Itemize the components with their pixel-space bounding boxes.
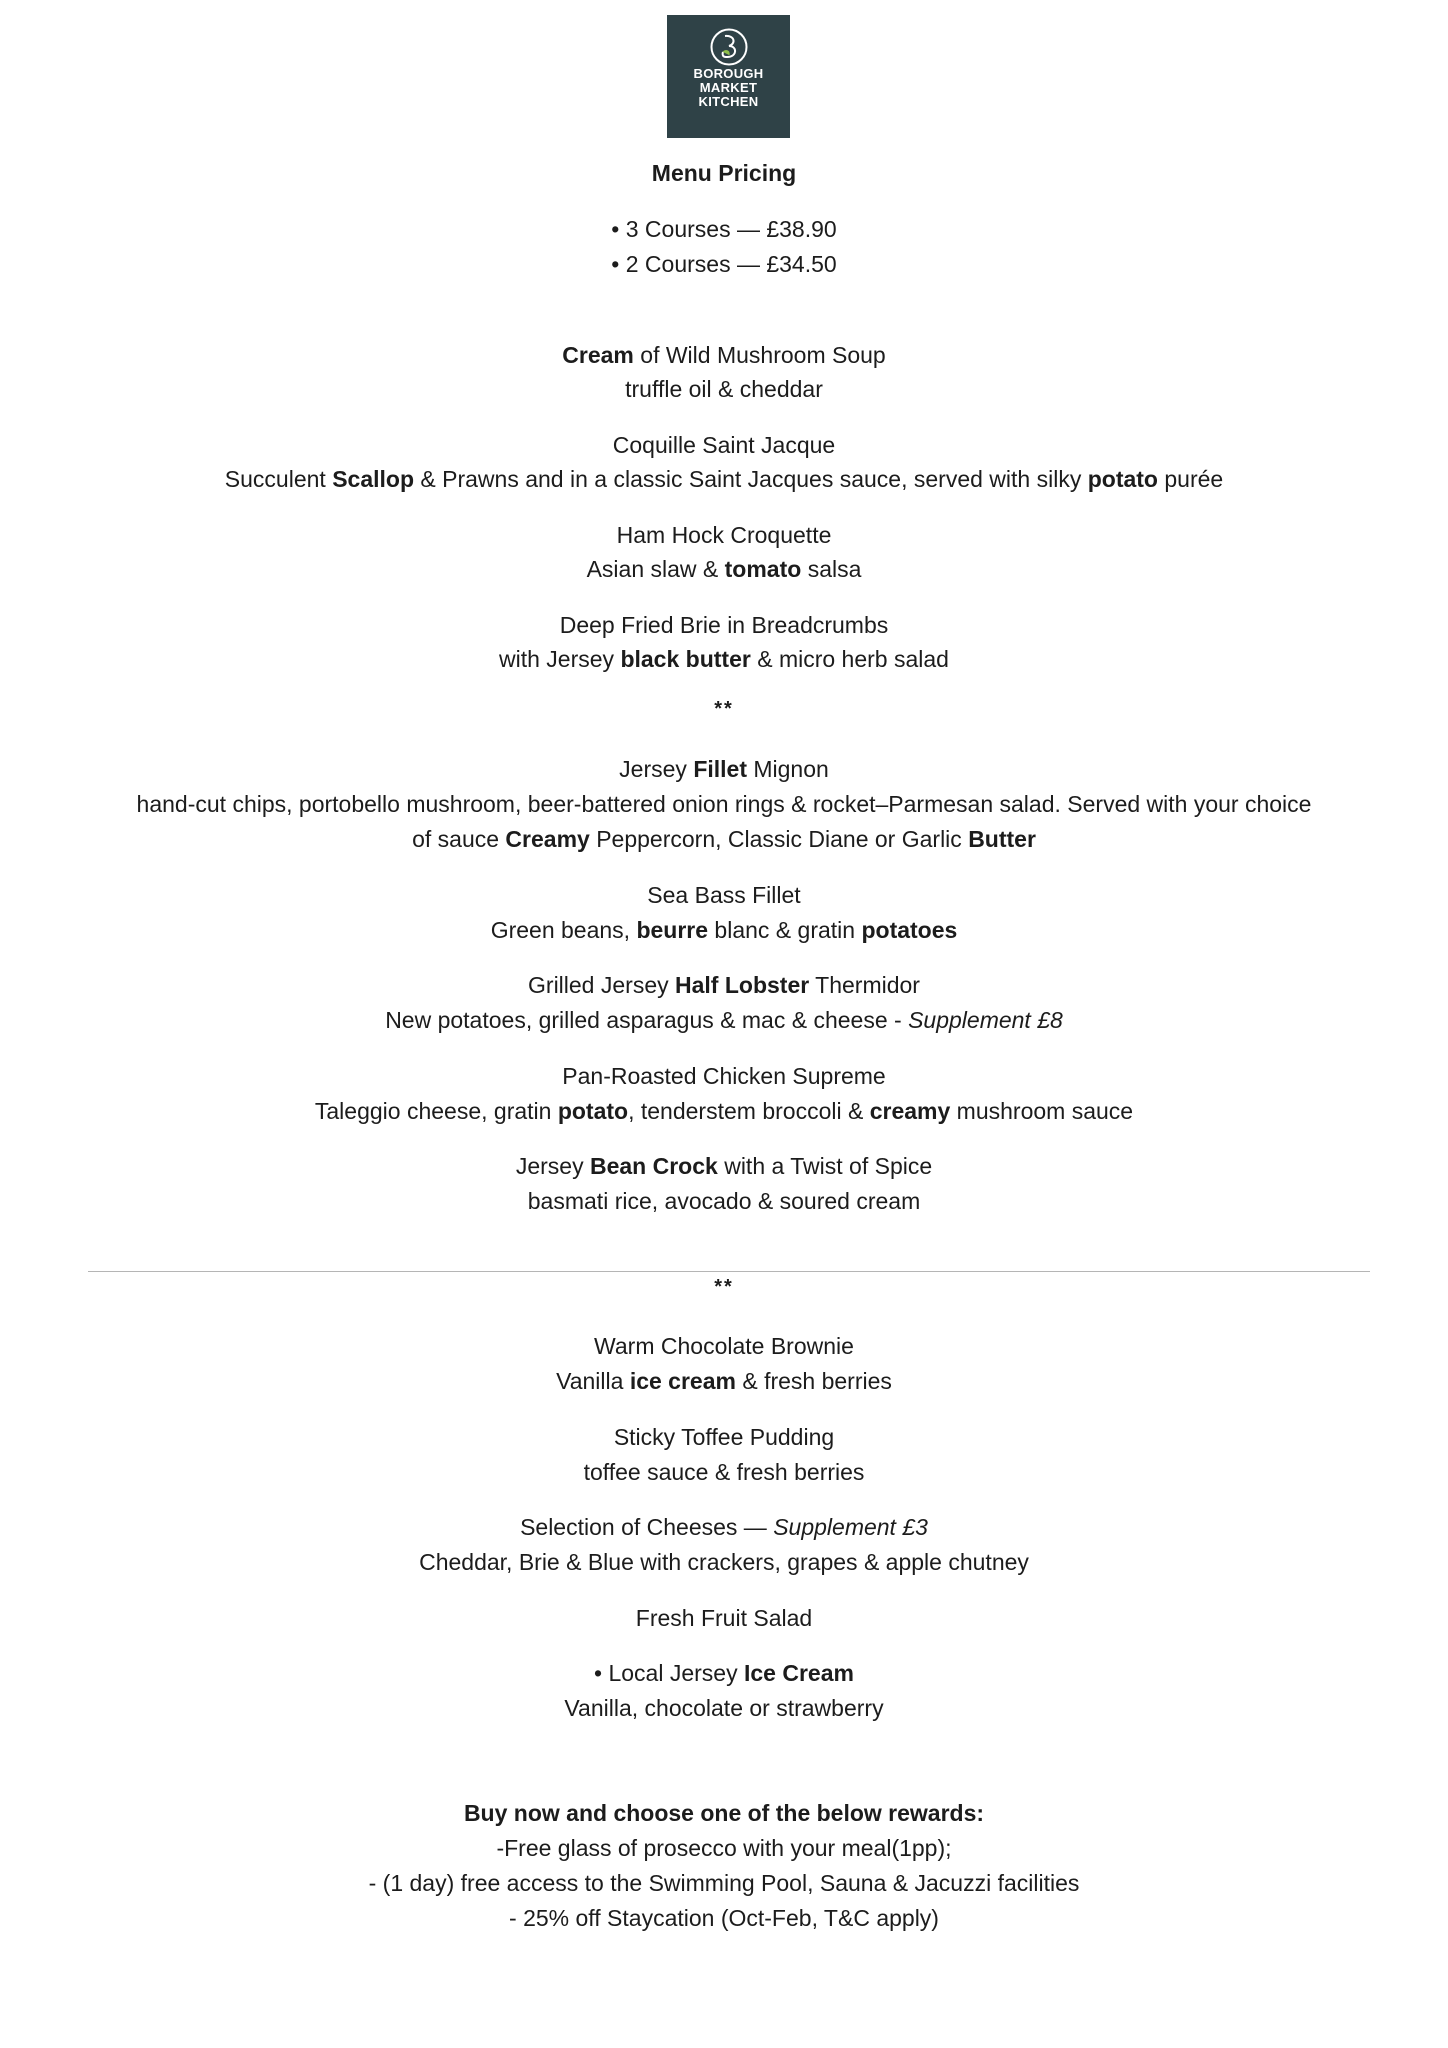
logo-line-2: MARKET [699,80,758,95]
starter-1-desc [0,374,1448,404]
text-segment: Jersey [515,1153,590,1179]
dessert-5-title [0,1658,1448,1688]
text-segment: Fresh Fruit Salad [635,1605,813,1631]
main-4-title [0,1061,1448,1091]
pricing-2-courses: • 2 Courses — £34.50 [611,251,837,277]
text-segment: with a Twist of Spice [717,1153,933,1179]
emphasis-bold: Bean Crock [589,1153,718,1179]
text-segment: Sticky Toffee Pudding [613,1424,835,1450]
text-segment: Selection of Cheeses — [520,1514,774,1540]
text-segment: of sauce [412,826,506,852]
main-1-desc [0,789,1448,819]
text-segment: & fresh berries [735,1368,892,1394]
emphasis-bold: tomato [724,556,802,582]
emphasis-bold: Creamy [505,826,590,852]
main-2-desc [0,915,1448,945]
text-segment: truffle oil & cheddar [625,376,823,402]
logo-b-icon [709,27,749,67]
emphasis-bold: black butter [620,646,751,672]
emphasis-bold: potato [557,1098,629,1124]
main-5-title [0,1151,1448,1181]
emphasis-bold: Butter [968,826,1036,852]
main-1-desc-2 [0,824,1448,854]
logo-line-1: BOROUGH [693,66,764,81]
text-segment: with Jersey [499,646,621,672]
text-segment: Warm Chocolate Brownie [594,1333,854,1359]
text-segment: , tenderstem broccoli & [628,1098,870,1124]
text-segment: Sea Bass Fillet [647,882,801,908]
starter-3-desc [0,554,1448,584]
text-segment: Asian slaw & [586,556,725,582]
emphasis-bold: Scallop [332,466,415,492]
reward-1: -Free glass of prosecco with your meal(1pp); [496,1835,952,1861]
emphasis-bold: Half Lobster [675,972,810,998]
logo-line-3: KITCHEN [698,94,759,109]
text-segment: Thermidor [809,972,920,998]
emphasis-italic: Supplement £8 [908,1007,1063,1033]
starter-2-desc [0,464,1448,494]
reward-3: - 25% off Staycation (Oct-Feb, T&C apply) [509,1905,939,1931]
text-segment: toffee sauce & fresh berries [583,1459,865,1485]
text-segment: Coquille Saint Jacque [612,432,836,458]
rewards-title: Buy now and choose one of the below rewards: [463,1800,985,1826]
text-segment: Vanilla [556,1368,630,1394]
dessert-2-title [0,1422,1448,1452]
starter-2-title [0,430,1448,460]
text-segment: Grilled Jersey [528,972,675,998]
pricing-title: Menu Pricing [651,160,797,186]
text-segment: of Wild Mushroom Soup [633,342,886,368]
borough-market-kitchen-logo [667,15,790,138]
dessert-5-desc [0,1693,1448,1723]
text-segment: Cheddar, Brie & Blue with crackers, grapes & apple chutney [419,1549,1029,1575]
course-separator-1: ** [714,698,734,720]
text-segment: Ham Hock Croquette [616,522,832,548]
dessert-1-desc [0,1366,1448,1396]
emphasis-bold: potatoes [861,917,958,943]
emphasis-bold: ice cream [629,1368,736,1394]
dessert-4-title [0,1603,1448,1633]
section-divider [88,1271,1370,1272]
text-segment: basmati rice, avocado & soured cream [527,1188,921,1214]
text-segment: blanc & gratin [708,917,862,943]
starter-4-desc [0,644,1448,674]
main-1-title [0,754,1448,784]
main-2-title [0,880,1448,910]
main-4-desc [0,1096,1448,1126]
text-segment: Vanilla, chocolate or strawberry [564,1695,884,1721]
dessert-3-title [0,1512,1448,1542]
emphasis-italic: Supplement £3 [773,1514,928,1540]
text-segment: & micro herb salad [750,646,949,672]
text-segment: Deep Fried Brie in Breadcrumbs [559,612,889,638]
text-segment: salsa [801,556,862,582]
emphasis-bold: potato [1087,466,1158,492]
text-segment: • Local Jersey [594,1660,744,1686]
reward-2: - (1 day) free access to the Swimming Pool, Sauna & Jacuzzi facilities [368,1870,1080,1896]
starter-3-title [0,520,1448,550]
text-segment: Peppercorn, Classic Diane or Garlic [589,826,969,852]
dessert-3-desc [0,1547,1448,1577]
text-segment: Green beans, [490,917,637,943]
main-5-desc [0,1186,1448,1216]
emphasis-bold: Ice Cream [743,1660,854,1686]
dessert-2-desc [0,1457,1448,1487]
emphasis-bold: creamy [869,1098,951,1124]
emphasis-bold: Fillet [693,756,747,782]
text-segment: Jersey [619,756,694,782]
text-segment: & Prawns and in a classic Saint Jacques sauce, served with silky [414,466,1088,492]
course-separator-2: ** [714,1276,734,1298]
text-segment: Pan-Roasted Chicken Supreme [562,1063,886,1089]
text-segment: mushroom sauce [950,1098,1134,1124]
pricing-3-courses: • 3 Courses — £38.90 [611,216,837,242]
text-segment: Succulent [224,466,333,492]
text-segment: hand-cut chips, portobello mushroom, beer-battered onion rings & rocket–Parmesan salad. Served with your choice [136,791,1312,817]
main-3-title [0,970,1448,1000]
text-segment: purée [1157,466,1224,492]
text-segment: New potatoes, grilled asparagus & mac & cheese - [385,1007,909,1033]
text-segment: Taleggio cheese, gratin [314,1098,558,1124]
main-3-desc [0,1005,1448,1035]
starter-1-title [0,340,1448,370]
emphasis-bold: Cream [562,342,634,368]
text-segment: Mignon [746,756,829,782]
starter-4-title [0,610,1448,640]
emphasis-bold: beurre [636,917,709,943]
dessert-1-title [0,1331,1448,1361]
